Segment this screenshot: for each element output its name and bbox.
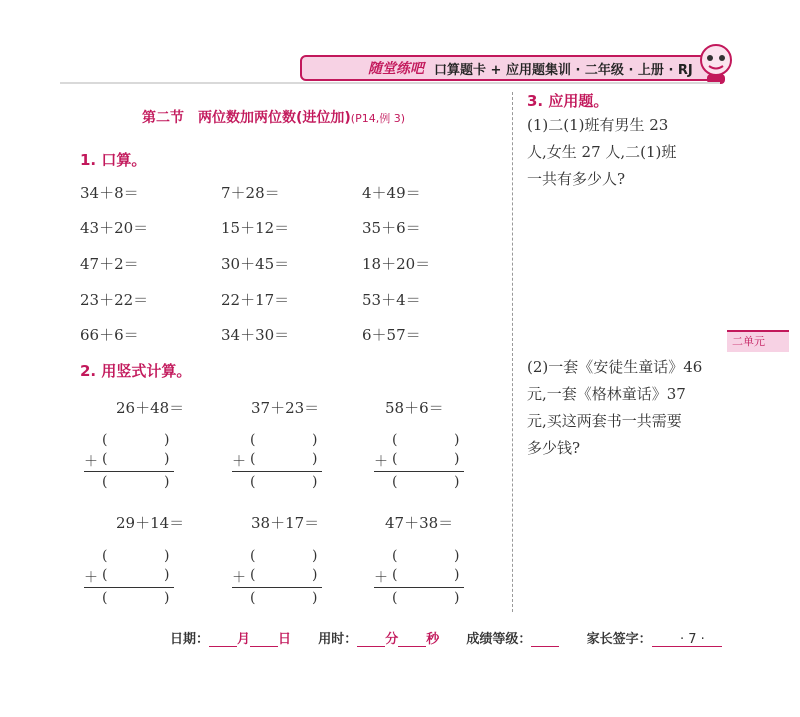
vertical-problem: 47＋38＝	[385, 514, 454, 532]
mascot-icon	[693, 40, 739, 86]
q2-title: 2. 用竖式计算。	[80, 362, 192, 380]
oral-item: 23＋22＝	[80, 291, 149, 309]
month-blank[interactable]	[209, 632, 237, 647]
vertical-problem: 37＋23＝	[251, 399, 320, 417]
oral-item: 35＋6＝	[362, 219, 421, 237]
q1-title: 1. 口算。	[80, 151, 147, 169]
unit-tab-label: 二单元	[732, 335, 765, 348]
word-problem-line: 人,女生 27 人,二(1)班	[527, 143, 677, 161]
oral-item: 53＋4＝	[362, 291, 421, 309]
oral-item: 18＋20＝	[362, 255, 431, 273]
word-problem-line: 多少钱?	[527, 439, 581, 457]
oral-item: 7＋28＝	[221, 184, 280, 202]
section-reference: (P14,例 3)	[350, 112, 406, 125]
footer	[170, 628, 722, 647]
word-problem-1	[527, 112, 722, 193]
word-problem-line: 元,一套《格林童话》37	[527, 385, 686, 403]
parent-signature-label: 家长签字：	[586, 632, 652, 647]
word-problem-line: (2)一套《安徒生童话》46	[527, 358, 703, 376]
oral-item: 6＋57＝	[362, 326, 421, 344]
page-number: · 7 ·	[680, 632, 705, 647]
grade-blank[interactable]	[531, 632, 559, 647]
minute-label: 分	[385, 632, 399, 647]
oral-item: 22＋17＝	[221, 291, 290, 309]
vertical-problem: 29＋14＝	[116, 514, 185, 532]
oral-item: 34＋30＝	[221, 326, 290, 344]
column-divider	[512, 92, 513, 612]
series-title: 随堂练吧	[368, 61, 424, 77]
vertical-problem: 26＋48＝	[116, 399, 185, 417]
time-label: 用时：	[318, 632, 358, 647]
day-label: 日	[278, 632, 292, 647]
word-problem-line: 一共有多少人?	[527, 170, 626, 188]
grade-label: 成绩等级：	[466, 632, 532, 647]
word-problem-line: (1)二(1)班有男生 23	[527, 116, 669, 134]
vertical-problem: 58＋6＝	[385, 399, 444, 417]
date-label: 日期：	[170, 632, 210, 647]
q3-title: 3. 应用题。	[527, 92, 609, 110]
section-title-text: 第二节 两位数加两位数(进位加)	[142, 110, 351, 126]
second-blank[interactable]	[398, 632, 426, 647]
section-title	[142, 107, 405, 127]
book-title: 口算题卡 + 应用题集训 · 二年级 · 上册 · RJ	[434, 63, 693, 78]
day-blank[interactable]	[250, 632, 278, 647]
minute-blank[interactable]	[357, 632, 385, 647]
oral-item: 47＋2＝	[80, 255, 139, 273]
oral-item: 30＋45＝	[221, 255, 290, 273]
oral-item: 66＋6＝	[80, 326, 139, 344]
month-label: 月	[237, 632, 251, 647]
header-rule	[60, 82, 720, 84]
oral-item: 43＋20＝	[80, 219, 149, 237]
oral-item: 4＋49＝	[362, 184, 421, 202]
word-problem-line: 元,买这两套书一共需要	[527, 412, 682, 430]
oral-item: 34＋8＝	[80, 184, 139, 202]
word-problem-2	[527, 354, 722, 462]
oral-item: 15＋12＝	[221, 219, 290, 237]
vertical-problem: 38＋17＝	[251, 514, 320, 532]
second-label: 秒	[426, 632, 440, 647]
